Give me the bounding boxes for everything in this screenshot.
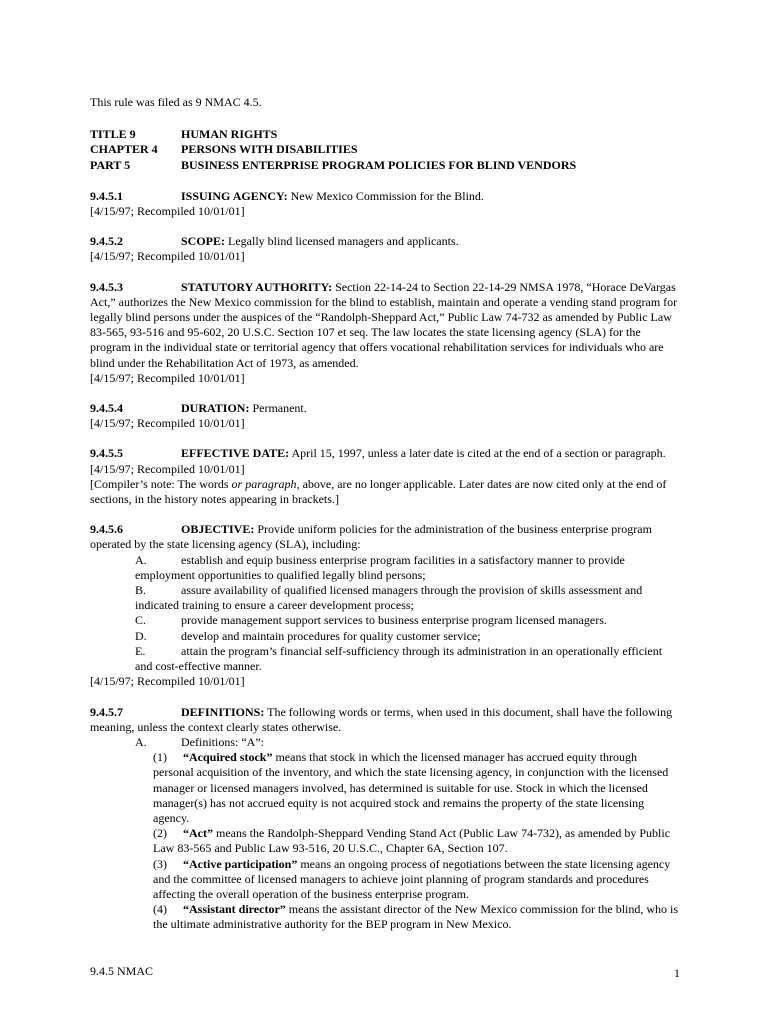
item-label: A. xyxy=(135,552,147,567)
footer-citation: 9.4.5 NMAC xyxy=(90,964,154,978)
item-label: (4) xyxy=(153,902,167,917)
section-body xyxy=(90,189,680,204)
section-text: Legally blind licensed managers and applicants. xyxy=(225,234,459,249)
item-text: assure availability of qualified licensed managers through the provision of skills assessment and indicated training to ensure a career development process; xyxy=(135,583,643,613)
section-body xyxy=(90,401,680,416)
list-item xyxy=(90,553,680,583)
item-label: (3) xyxy=(153,856,167,871)
section-number: 9.4.5.3 xyxy=(90,279,123,294)
subsection-heading xyxy=(90,735,680,750)
list-item xyxy=(90,644,680,674)
section-text: New Mexico Commission for the Blind. xyxy=(287,188,484,203)
section-number: 9.4.5.7 xyxy=(90,704,123,719)
item-label: E. xyxy=(135,643,146,658)
section-body xyxy=(90,705,680,735)
section-heading: DEFINITIONS: xyxy=(181,704,265,719)
item-label: B. xyxy=(135,583,147,598)
section-text: Provide uniform policies for the administration of the business enterprise program operated by the state licensing agency (SLA), including: xyxy=(90,522,652,552)
header-chapter-row xyxy=(90,142,680,157)
page-number: 1 xyxy=(674,966,680,980)
definition-item xyxy=(90,902,680,932)
history-note: [4/15/97; Recompiled 10/01/01] xyxy=(90,461,245,476)
document-page xyxy=(90,95,680,948)
definition-item xyxy=(90,826,680,856)
section-scope xyxy=(90,234,680,264)
item-label: C. xyxy=(135,613,147,628)
section-text: Section 22-14-24 to Section 22-14-29 NMSA 1978, “Horace DeVargas Act,” authorizes the New Mexico commission for the blind to establish, maintain and operate a vending stand program for legally blind persons under the auspices of the “Randolph-Sheppard Act,” Public Law 74-732 as amended by Public Law 83-565, 93-516 and 95-602, 20 U.S.C. Section 107 et seq. The law locates the state licensing agency (SLA) for the program in the individual state or territorial agency that offers vocational rehabilitation services for individuals who are blind under the Rehabilitation Act of 1973, as amended. xyxy=(90,279,678,370)
history-note: [4/15/97; Recompiled 10/01/01] xyxy=(90,204,245,219)
section-heading: ISSUING AGENCY: xyxy=(181,188,288,203)
item-label: (2) xyxy=(153,826,167,841)
definition-term: “Act” xyxy=(183,826,213,841)
section-heading: EFFECTIVE DATE: xyxy=(181,446,290,461)
history-note: [4/15/97; Recompiled 10/01/01] xyxy=(90,416,245,431)
history-note: [4/15/97; Recompiled 10/01/01] xyxy=(90,249,245,264)
item-text: provide management support services to business enterprise program licensed managers. xyxy=(181,613,607,628)
section-text: The following words or terms, when used in this document, shall have the following meaning, unless the context clearly states otherwise. xyxy=(90,704,673,734)
section-statutory-authority xyxy=(90,280,680,386)
header-value: BUSINESS ENTERPRISE PROGRAM POLICIES FOR BLIND VENDORS xyxy=(181,157,577,172)
section-body xyxy=(90,522,680,552)
section-body xyxy=(90,446,680,461)
section-heading: DURATION: xyxy=(181,401,250,416)
item-text: Definitions: “A”: xyxy=(181,734,264,749)
section-heading: STATUTORY AUTHORITY: xyxy=(181,279,333,294)
item-label: (1) xyxy=(153,750,167,765)
item-text: attain the program’s financial self-sufficiency through its administration in an operationally efficient and cost-effective manner. xyxy=(135,643,663,674)
definition-text: means the Randolph-Sheppard Vending Stand Act (Public Law 74-732), as amended by Public Law 83-565 and Public Law 93-516, 20 U.S.C., Chapter 6A, Section 107. xyxy=(153,826,671,856)
history-note: [4/15/97; Recompiled 10/01/01] xyxy=(90,370,245,385)
item-text: establish and equip business enterprise program facilities in a satisfactory manner to provide employment opportunities to qualified legally blind persons; xyxy=(135,552,625,582)
header-title-row xyxy=(90,127,680,142)
section-issuing-agency xyxy=(90,189,680,219)
section-effective-date xyxy=(90,446,680,507)
section-heading: OBJECTIVE: xyxy=(181,522,255,537)
section-number: 9.4.5.4 xyxy=(90,401,123,416)
definition-item xyxy=(90,857,680,903)
header-value: HUMAN RIGHTS xyxy=(181,127,278,142)
section-duration xyxy=(90,401,680,431)
item-label: D. xyxy=(135,628,147,643)
section-objective xyxy=(90,522,680,689)
section-body xyxy=(90,280,680,371)
section-heading: SCOPE: xyxy=(181,234,226,249)
section-text: April 15, 1997, unless a later date is cited at the end of a section or paragraph. xyxy=(289,446,666,461)
compiler-note-emphasis: or paragraph xyxy=(231,476,297,491)
section-number: 9.4.5.1 xyxy=(90,188,123,203)
header-value: PERSONS WITH DISABILITIES xyxy=(181,142,358,157)
compiler-note-text: [Compiler’s note: The words xyxy=(90,476,232,491)
definition-term: “Active participation” xyxy=(183,856,298,871)
definition-term: “Assistant director” xyxy=(183,902,286,917)
definition-text: means an ongoing process of negotiations between the state licensing agency and the committee of licensed managers to achieve joint planning of program standards and procedures affecting the overall operation of the business enterprise program. xyxy=(153,856,671,901)
rule-header xyxy=(90,127,680,173)
compiler-note-text: , above, are no longer applicable. Later dates are now cited only at the end of sections, in the history notes appearing in brackets.] xyxy=(90,476,667,507)
section-number: 9.4.5.5 xyxy=(90,446,123,461)
section-body xyxy=(90,234,680,249)
item-label: A. xyxy=(135,734,147,749)
history-note: [4/15/97; Recompiled 10/01/01] xyxy=(90,674,245,689)
header-key: TITLE 9 xyxy=(90,127,136,142)
list-item xyxy=(90,583,680,613)
compiler-note xyxy=(90,477,680,507)
filed-note: This rule was filed as 9 NMAC 4.5. xyxy=(90,95,262,109)
section-definitions xyxy=(90,705,680,933)
definition-term: “Acquired stock” xyxy=(183,750,273,765)
header-key: CHAPTER 4 xyxy=(90,142,158,157)
header-part-row xyxy=(90,158,680,173)
section-number: 9.4.5.2 xyxy=(90,234,123,249)
section-text: Permanent. xyxy=(249,401,307,416)
header-key: PART 5 xyxy=(90,157,131,172)
definition-text: means the assistant director of the New Mexico commission for the blind, who is the ultimate administrative authority for the BEP program in New Mexico. xyxy=(153,902,679,932)
list-item xyxy=(90,613,680,628)
definition-item xyxy=(90,750,680,826)
item-text: develop and maintain procedures for quality customer service; xyxy=(181,628,481,643)
definition-text: means that stock in which the licensed manager has accrued equity through personal acquisition of the inventory, and which the state licensing agency, in conjunction with the licensed manager or licensed managers involved, has determined is suitable for use. Stock in which the licensed manager(s) has not accrued equity is not acquired stock and remains the property of the state licensing agency. xyxy=(153,750,669,825)
section-number: 9.4.5.6 xyxy=(90,522,123,537)
list-item xyxy=(90,629,680,644)
